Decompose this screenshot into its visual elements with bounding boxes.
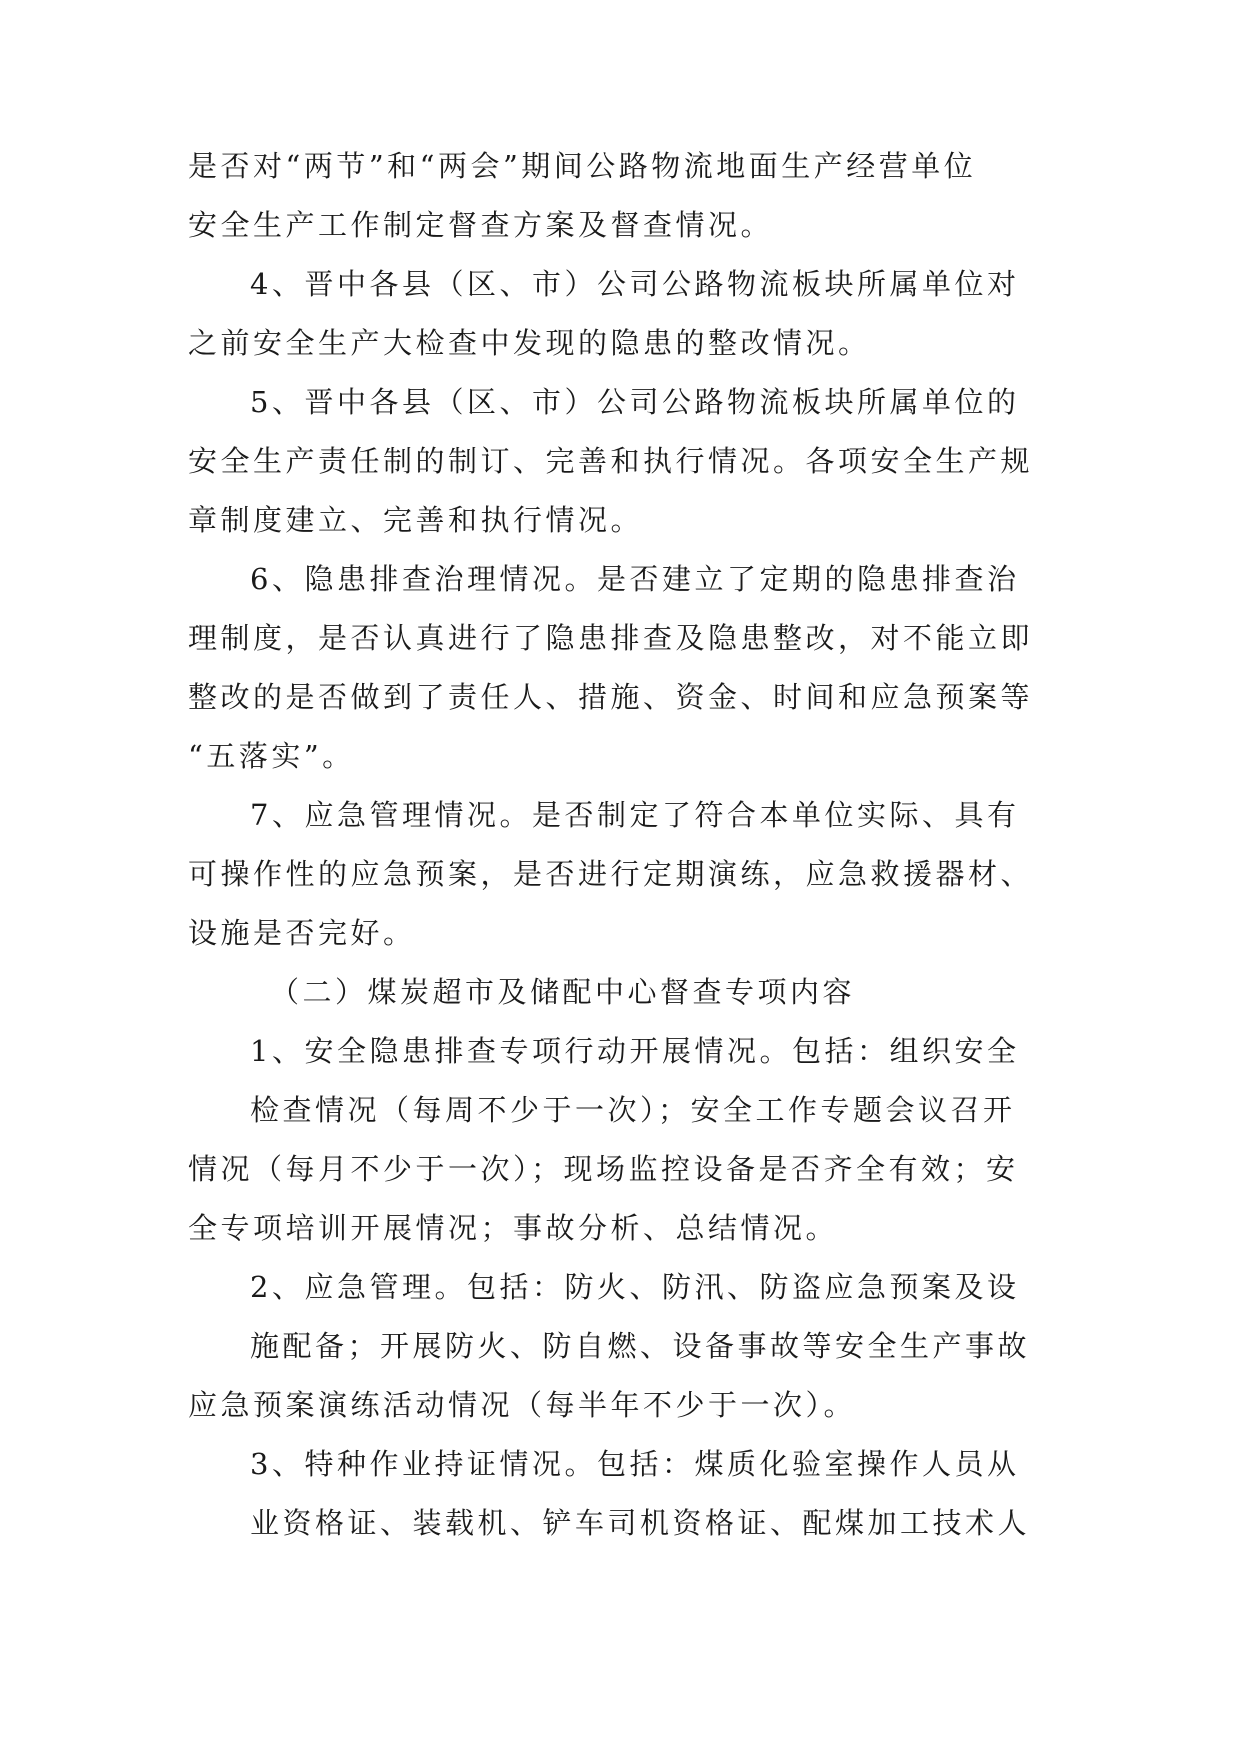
text-line: “五落实”。 [188,739,355,773]
text-line: 章制度建立、完善和执行情况。 [188,503,644,537]
paragraph-6-line: 6、隐患排查治理情况。是否建立了定期的隐患排查治 [250,562,1020,596]
paragraph-4-line: 4、晋中各县（区、市）公司公路物流板块所属单位对 [250,267,1020,301]
text-line: 可操作性的应急预案，是否进行定期演练，应急救援器材、 [188,857,1034,891]
text-line: 检查情况（每周不少于一次）；安全工作专题会议召开 [250,1093,1016,1127]
text-line: 应急预案演练活动情况（每半年不少于一次）。 [188,1388,857,1422]
text-line: 业资格证、装载机、铲车司机资格证、配煤加工技术人 [250,1506,1031,1540]
text-line: 施配备；开展防火、防自燃、设备事故等安全生产事故 [250,1329,1031,1363]
text-line: 理制度，是否认真进行了隐患排查及隐患整改，对不能立即 [188,621,1034,655]
paragraph-5-line: 5、晋中各县（区、市）公司公路物流板块所属单位的 [250,385,1020,419]
paragraph-2-line: 2、应急管理。包括：防火、防汛、防盗应急预案及设 [250,1270,1020,1304]
text-line: 安全生产责任制的制订、完善和执行情况。各项安全生产规 [188,444,1034,478]
section-heading: （二）煤炭超市及储配中心督查专项内容 [270,975,856,1009]
text-line: 全专项培训开展情况；事故分析、总结情况。 [188,1211,839,1245]
text-line: 是否对“两节”和“两会”期间公路物流地面生产经营单位 [188,149,977,183]
text-line: 设施是否完好。 [188,916,416,950]
text-line: 整改的是否做到了责任人、措施、资金、时间和应急预案等 [188,680,1034,714]
paragraph-7-line: 7、应急管理情况。是否制定了符合本单位实际、具有 [250,798,1020,832]
paragraph-1-line: 1、安全隐患排查专项行动开展情况。包括：组织安全 [250,1034,1020,1068]
text-line: 之前安全生产大检查中发现的隐患的整改情况。 [188,326,871,360]
paragraph-3-line: 3、特种作业持证情况。包括：煤质化验室操作人员从 [250,1447,1020,1481]
text-line: 安全生产工作制定督查方案及督查情况。 [188,208,774,242]
text-line: 情况（每月不少于一次）；现场监控设备是否齐全有效；安 [188,1152,1019,1186]
